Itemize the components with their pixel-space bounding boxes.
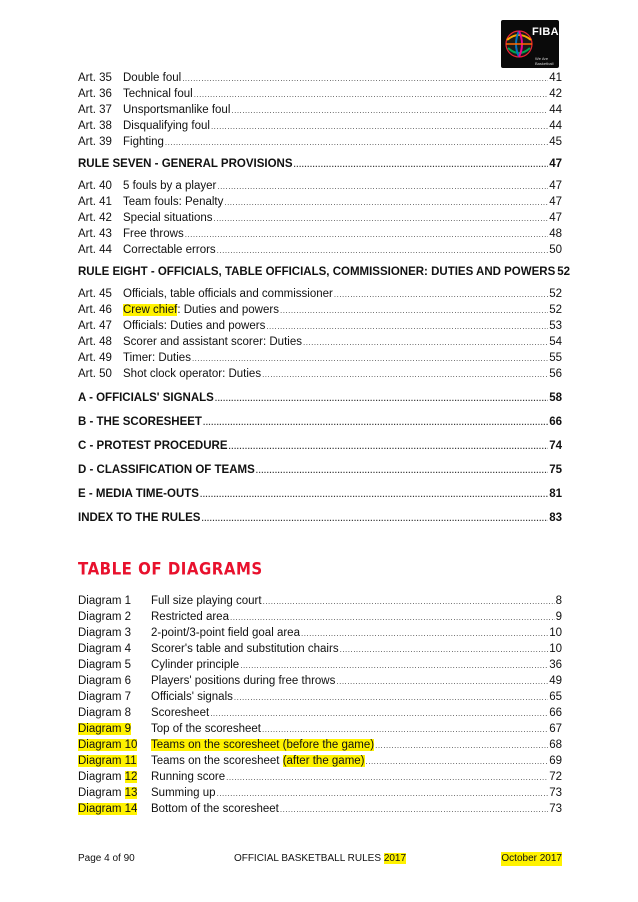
page-number: 44 bbox=[549, 104, 562, 116]
leader-dots bbox=[211, 119, 548, 135]
leader-dots bbox=[215, 387, 548, 411]
article-title: Team fouls: Penalty bbox=[123, 196, 224, 208]
page-number: 47 bbox=[549, 212, 562, 224]
leader-dots bbox=[334, 287, 548, 303]
diagram-row[interactable] bbox=[78, 641, 562, 657]
page-number: 73 bbox=[549, 787, 562, 799]
leader-dots bbox=[217, 243, 549, 259]
diagram-row[interactable] bbox=[78, 705, 562, 721]
page-number: 81 bbox=[549, 488, 562, 500]
page-number: 10 bbox=[549, 627, 562, 639]
leader-dots bbox=[226, 770, 548, 786]
highlighted-text: (after the game) bbox=[282, 755, 365, 767]
page-number: 73 bbox=[549, 803, 562, 815]
diagram-label: Diagram 5 bbox=[78, 659, 132, 671]
toc-heading-rule-seven[interactable] bbox=[78, 154, 562, 174]
diagram-title: Summing up bbox=[151, 787, 216, 799]
section-title: C - PROTEST PROCEDURE bbox=[78, 440, 228, 452]
table-of-contents bbox=[78, 70, 571, 530]
page-number: 83 bbox=[549, 512, 562, 524]
basketball-globe-icon bbox=[504, 22, 534, 62]
diagram-label bbox=[78, 801, 151, 817]
highlighted-text: Crew chief bbox=[123, 304, 178, 316]
page-number: 56 bbox=[549, 368, 562, 380]
diagram-title bbox=[151, 753, 365, 769]
toc-row[interactable] bbox=[78, 178, 562, 194]
highlighted-text: 2017 bbox=[383, 853, 407, 864]
leader-dots bbox=[224, 195, 548, 211]
article-number: Art. 37 bbox=[78, 104, 112, 116]
toc-row[interactable] bbox=[78, 334, 562, 350]
table-of-diagrams bbox=[78, 593, 562, 817]
page-number: 66 bbox=[549, 707, 562, 719]
article-title: Technical foul bbox=[123, 88, 193, 100]
toc-appendix-a[interactable] bbox=[78, 386, 562, 410]
diagram-title: Scorer's table and substitution chairs bbox=[151, 643, 339, 655]
section-title: INDEX TO THE RULES bbox=[78, 512, 201, 524]
article-title: Double foul bbox=[123, 72, 182, 84]
diagram-title: Top of the scoresheet bbox=[151, 723, 261, 735]
footer-page-count: Page 4 of 90 bbox=[78, 853, 135, 864]
article-number: Art. 47 bbox=[78, 320, 112, 332]
leader-dots bbox=[229, 435, 549, 459]
toc-appendix-d[interactable] bbox=[78, 458, 562, 482]
diagram-row[interactable] bbox=[78, 593, 562, 609]
leader-dots bbox=[303, 335, 548, 351]
article-number: Art. 39 bbox=[78, 136, 112, 148]
diagram-row[interactable] bbox=[78, 737, 562, 753]
leader-dots bbox=[231, 103, 548, 119]
article-title: Shot clock operator: Duties bbox=[123, 368, 262, 380]
section-title: E - MEDIA TIME-OUTS bbox=[78, 488, 199, 500]
diagram-title bbox=[151, 737, 374, 753]
toc-row[interactable] bbox=[78, 318, 562, 334]
toc-row[interactable] bbox=[78, 118, 562, 134]
diagram-title: 2-point/3-point field goal area bbox=[151, 627, 300, 639]
page-number: 66 bbox=[549, 416, 562, 428]
page-number: 41 bbox=[549, 72, 562, 84]
article-title: Timer: Duties bbox=[123, 352, 191, 364]
toc-row[interactable] bbox=[78, 302, 562, 318]
leader-dots bbox=[294, 155, 549, 175]
toc-appendix-c[interactable] bbox=[78, 434, 562, 458]
page-number: 68 bbox=[549, 739, 562, 751]
leader-dots bbox=[185, 227, 548, 243]
diagram-title-part: Teams on the scoresheet bbox=[151, 755, 283, 767]
page-number: 75 bbox=[549, 464, 562, 476]
page-number: 58 bbox=[549, 392, 562, 404]
leader-dots bbox=[340, 642, 549, 658]
page-number: 54 bbox=[549, 336, 562, 348]
article-title: Correctable errors bbox=[123, 244, 216, 256]
footer-title-text: OFFICIAL BASKETBALL RULES bbox=[233, 853, 384, 864]
page-footer bbox=[78, 852, 562, 866]
article-number: Art. 45 bbox=[78, 288, 112, 300]
page-number: 9 bbox=[555, 611, 562, 623]
diagram-label bbox=[78, 721, 151, 737]
page-number: 47 bbox=[549, 158, 562, 170]
diagram-row[interactable] bbox=[78, 689, 562, 705]
leader-dots bbox=[194, 87, 549, 103]
toc-row[interactable] bbox=[78, 134, 562, 150]
leader-dots bbox=[256, 459, 548, 483]
diagrams-heading: TABLE OF DIAGRAMS bbox=[78, 559, 263, 579]
highlighted-text: Diagram 11 bbox=[78, 755, 137, 767]
leader-dots bbox=[203, 411, 548, 435]
leader-dots bbox=[375, 738, 548, 754]
toc-heading-rule-eight[interactable] bbox=[78, 262, 571, 282]
page-number: 69 bbox=[549, 755, 562, 767]
diagram-label: Diagram 8 bbox=[78, 707, 132, 719]
article-number: Art. 36 bbox=[78, 88, 112, 100]
diagram-row[interactable] bbox=[78, 785, 562, 801]
article-title: Disqualifying foul bbox=[123, 120, 210, 132]
page-number: 10 bbox=[549, 643, 562, 655]
page-number: 50 bbox=[549, 244, 562, 256]
page-number: 52 bbox=[557, 266, 571, 278]
page-number: 47 bbox=[549, 180, 562, 192]
toc-row[interactable] bbox=[78, 350, 562, 366]
page-number: 72 bbox=[549, 771, 562, 783]
toc-row[interactable] bbox=[78, 70, 562, 86]
toc-index[interactable] bbox=[78, 506, 562, 530]
diagram-label bbox=[78, 785, 151, 801]
page-number: 36 bbox=[549, 659, 562, 671]
leader-dots bbox=[262, 367, 548, 383]
diagram-row[interactable] bbox=[78, 801, 562, 817]
toc-row[interactable] bbox=[78, 210, 562, 226]
highlighted-text: 12 bbox=[124, 771, 138, 783]
article-title: Special situations bbox=[123, 212, 213, 224]
article-title-rest: : Duties and powers bbox=[177, 304, 279, 316]
toc-row[interactable] bbox=[78, 286, 562, 302]
article-number: Art. 40 bbox=[78, 180, 112, 192]
article-number: Art. 38 bbox=[78, 120, 112, 132]
highlighted-text: Teams on the scoresheet (before the game) bbox=[151, 739, 375, 751]
footer-date: October 2017 bbox=[501, 853, 562, 864]
diagram-label: Diagram 4 bbox=[78, 643, 132, 655]
toc-row[interactable] bbox=[78, 366, 562, 382]
leader-dots bbox=[200, 483, 548, 507]
page-number: 48 bbox=[549, 228, 562, 240]
toc-row[interactable] bbox=[78, 194, 562, 210]
page-number: 49 bbox=[549, 675, 562, 687]
diagram-label bbox=[78, 753, 151, 769]
page-number: 45 bbox=[549, 136, 562, 148]
diagram-label bbox=[78, 737, 151, 753]
toc-row[interactable] bbox=[78, 226, 562, 242]
diagram-label: Diagram 3 bbox=[78, 627, 132, 639]
toc-appendix-b[interactable] bbox=[78, 410, 562, 434]
leader-dots bbox=[230, 610, 555, 626]
diagram-row[interactable] bbox=[78, 673, 562, 689]
leader-dots bbox=[336, 674, 548, 690]
article-number: Art. 35 bbox=[78, 72, 112, 84]
diagram-label-part: Diagram bbox=[78, 771, 125, 783]
diagram-label bbox=[78, 769, 151, 785]
article-title: Officials: Duties and powers bbox=[123, 320, 266, 332]
diagram-title: Running score bbox=[151, 771, 226, 783]
footer-document-title bbox=[78, 852, 562, 866]
diagram-row[interactable] bbox=[78, 625, 562, 641]
highlighted-text: Diagram 9 bbox=[78, 723, 132, 735]
leader-dots bbox=[280, 802, 548, 818]
diagram-label: Diagram 1 bbox=[78, 595, 132, 607]
diagram-row[interactable] bbox=[78, 769, 562, 785]
section-title: A - OFFICIALS' SIGNALS bbox=[78, 392, 214, 404]
page-number: 53 bbox=[549, 320, 562, 332]
logo-wordmark: FIBA bbox=[532, 26, 559, 38]
page-number: 74 bbox=[549, 440, 562, 452]
page-number: 47 bbox=[549, 196, 562, 208]
diagram-title: Officials' signals bbox=[151, 691, 233, 703]
article-number: Art. 43 bbox=[78, 228, 112, 240]
diagram-label: Diagram 7 bbox=[78, 691, 132, 703]
toc-appendix-e[interactable] bbox=[78, 482, 562, 506]
article-title bbox=[123, 302, 279, 318]
diagram-title: Scoresheet bbox=[151, 707, 210, 719]
leader-dots bbox=[263, 594, 555, 610]
section-title: B - THE SCORESHEET bbox=[78, 416, 202, 428]
page-number: 44 bbox=[549, 120, 562, 132]
leader-dots bbox=[182, 71, 548, 87]
article-number: Art. 42 bbox=[78, 212, 112, 224]
article-title: Scorer and assistant scorer: Duties bbox=[123, 336, 302, 348]
page-number: 65 bbox=[549, 691, 562, 703]
leader-dots bbox=[262, 722, 548, 738]
diagram-title: Cylinder principle bbox=[151, 659, 240, 671]
page-number: 52 bbox=[549, 304, 562, 316]
leader-dots bbox=[217, 179, 548, 195]
leader-dots bbox=[217, 786, 549, 802]
diagram-row[interactable] bbox=[78, 657, 562, 673]
article-number: Art. 41 bbox=[78, 196, 112, 208]
diagram-row[interactable] bbox=[78, 753, 562, 769]
section-title: RULE EIGHT - OFFICIALS, TABLE OFFICIALS, COMMISSIONER: DUTIES AND POWERS bbox=[78, 266, 556, 278]
article-number: Art. 50 bbox=[78, 368, 112, 380]
diagram-title: Restricted area bbox=[151, 611, 229, 623]
section-title: RULE SEVEN - GENERAL PROVISIONS bbox=[78, 158, 293, 170]
leader-dots bbox=[210, 706, 548, 722]
diagram-row[interactable] bbox=[78, 721, 562, 737]
toc-row[interactable] bbox=[78, 242, 562, 258]
highlighted-text: Diagram 14 bbox=[78, 803, 138, 815]
highlighted-text: 13 bbox=[124, 787, 138, 799]
article-number: Art. 48 bbox=[78, 336, 112, 348]
diagram-label: Diagram 6 bbox=[78, 675, 132, 687]
article-number: Art. 46 bbox=[78, 304, 112, 316]
diagram-title: Bottom of the scoresheet bbox=[151, 803, 279, 815]
toc-row[interactable] bbox=[78, 102, 562, 118]
article-title: 5 fouls by a player bbox=[123, 180, 217, 192]
highlighted-text: Diagram 10 bbox=[78, 739, 138, 751]
toc-row[interactable] bbox=[78, 86, 562, 102]
leader-dots bbox=[201, 507, 548, 531]
leader-dots bbox=[266, 319, 548, 335]
diagram-title: Players' positions during free throws bbox=[151, 675, 336, 687]
leader-dots bbox=[214, 211, 549, 227]
leader-dots bbox=[165, 135, 548, 151]
page-number: 42 bbox=[549, 88, 562, 100]
leader-dots bbox=[192, 351, 548, 367]
article-number: Art. 49 bbox=[78, 352, 112, 364]
article-title: Officials, table officials and commissioner bbox=[123, 288, 333, 300]
section-title: D - CLASSIFICATION OF TEAMS bbox=[78, 464, 255, 476]
diagram-label: Diagram 2 bbox=[78, 611, 132, 623]
article-title: Free throws bbox=[123, 228, 184, 240]
logo-tagline: We Are Basketball bbox=[535, 56, 554, 66]
leader-dots bbox=[234, 690, 548, 706]
diagram-label-part: Diagram bbox=[78, 787, 125, 799]
diagram-title: Full size playing court bbox=[151, 595, 262, 607]
page-number: 52 bbox=[549, 288, 562, 300]
diagram-row[interactable] bbox=[78, 609, 562, 625]
leader-dots bbox=[280, 303, 548, 319]
fiba-logo bbox=[501, 20, 559, 68]
leader-dots bbox=[240, 658, 548, 674]
article-title: Fighting bbox=[123, 136, 164, 148]
article-number: Art. 44 bbox=[78, 244, 112, 256]
article-title: Unsportsmanlike foul bbox=[123, 104, 231, 116]
leader-dots bbox=[366, 754, 549, 770]
page-number: 67 bbox=[549, 723, 562, 735]
leader-dots bbox=[301, 626, 548, 642]
page-number: 55 bbox=[549, 352, 562, 364]
page-number: 8 bbox=[555, 595, 562, 607]
